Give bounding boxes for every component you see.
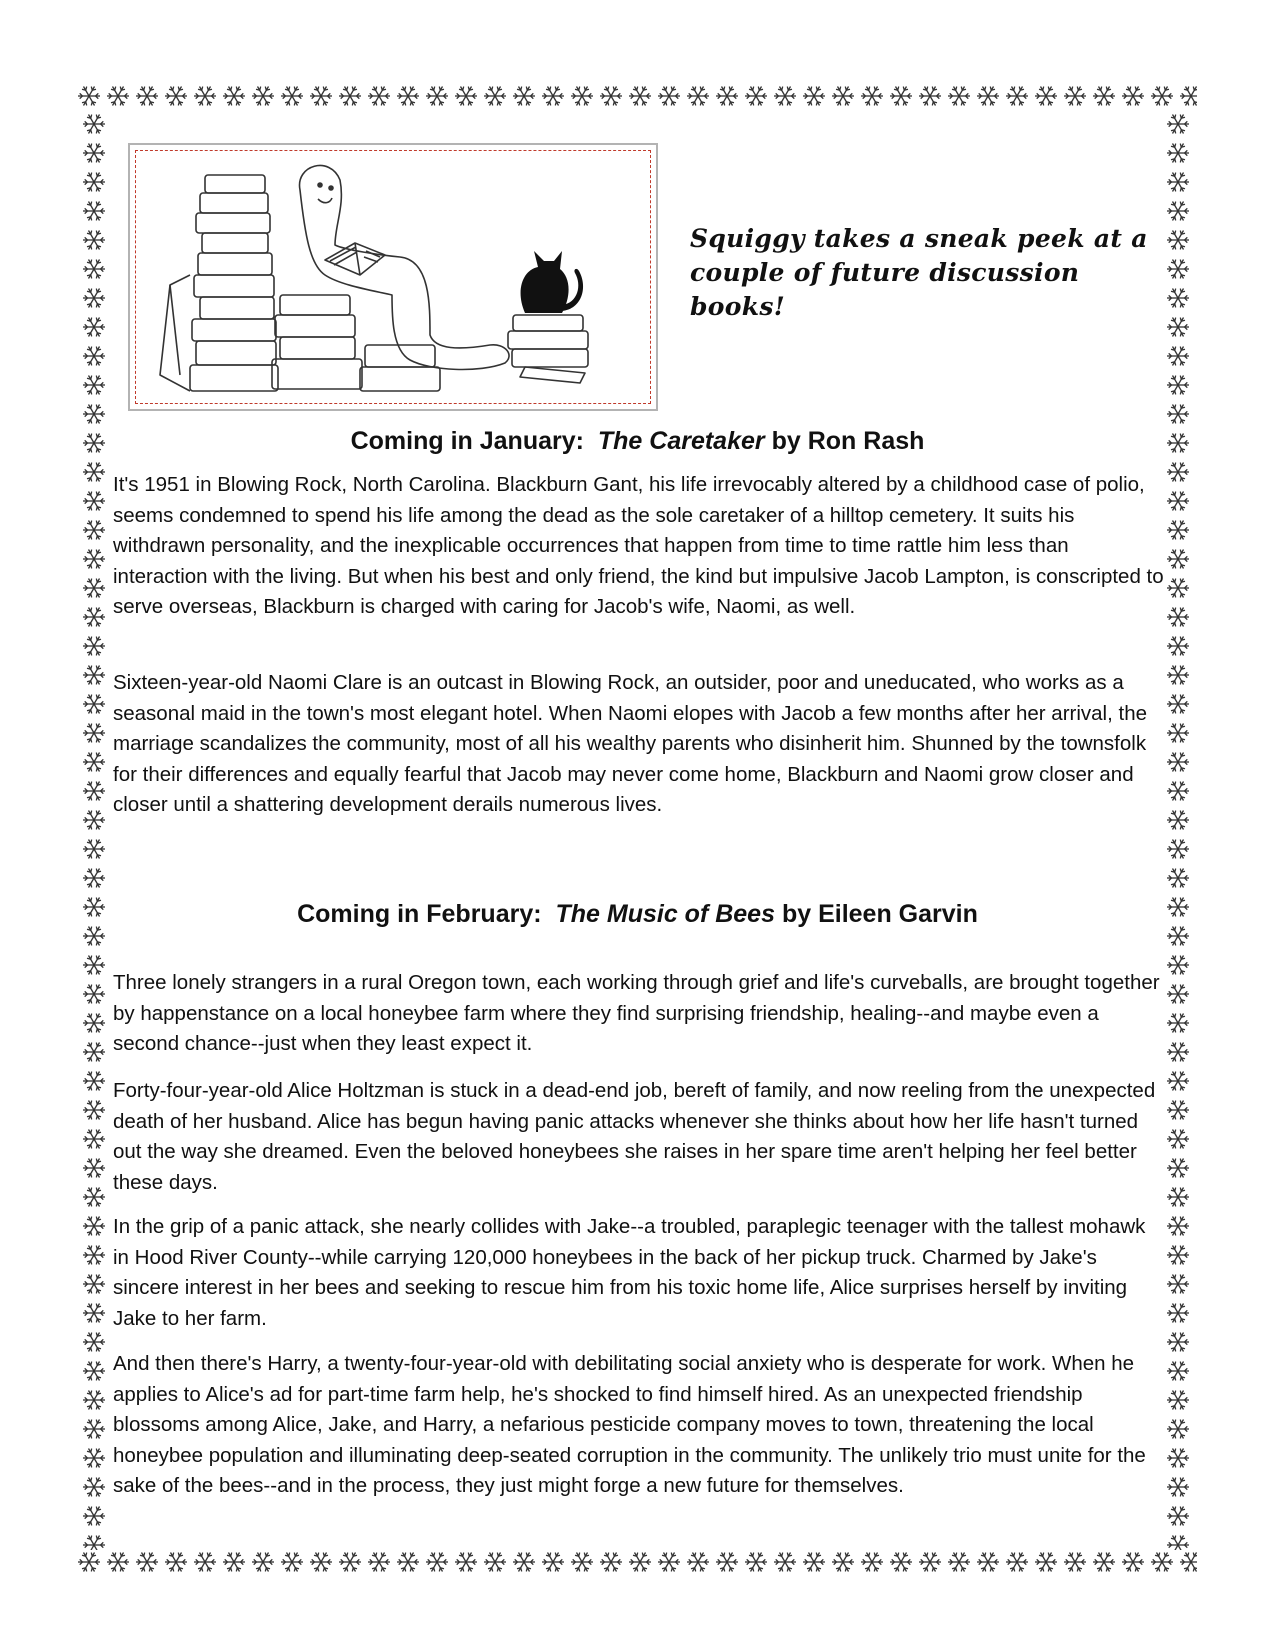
snowflake-icon (658, 87, 680, 106)
snowflake-icon (948, 1553, 970, 1572)
snowflake-icon (1151, 87, 1173, 106)
snowflake-icon (1167, 985, 1189, 1004)
snowflake-icon (397, 1553, 419, 1572)
snowflake-icon (83, 753, 105, 772)
snowflake-icon (83, 115, 105, 134)
february-heading (110, 898, 1165, 930)
january-prefix: Coming in January: (350, 427, 584, 455)
snowflake-icon (1167, 231, 1189, 250)
snowflake-icon (1151, 1553, 1173, 1572)
snowflake-icon (977, 1553, 999, 1572)
snowflake-icon (83, 840, 105, 859)
snowflake-icon (455, 87, 477, 106)
snowflake-icon (1167, 521, 1189, 540)
snowflake-icon (1180, 1553, 1197, 1572)
snowflake-icon (890, 87, 912, 106)
snowflake-border-right (1164, 110, 1192, 1550)
snowflake-icon (513, 1553, 535, 1572)
snowflake-icon (1035, 87, 1057, 106)
snowflake-icon (600, 87, 622, 106)
snowflake-icon (919, 1553, 941, 1572)
snowflake-icon (83, 405, 105, 424)
snowflake-icon (83, 173, 105, 192)
february-prefix: Coming in February: (297, 900, 542, 928)
snowflake-icon (1167, 1536, 1189, 1551)
snowflake-icon (1167, 1014, 1189, 1033)
snowflake-icon (484, 1553, 506, 1572)
snowflake-icon (83, 202, 105, 221)
snowflake-icon (78, 87, 100, 106)
snowflake-icon (107, 1553, 129, 1572)
snowflake-icon (83, 1043, 105, 1062)
snowflake-icon (1167, 1420, 1189, 1439)
snowflake-icon (1167, 1304, 1189, 1323)
january-book-title: The Caretaker (597, 427, 765, 455)
snowflake-icon (1167, 1188, 1189, 1207)
february-author: Eileen Garvin (818, 900, 978, 928)
january-paragraph: Sixteen-year-old Naomi Clare is an outcast in Blowing Rock, an outsider, poor and uneducated, who works as a seasonal maid in the town's most elegant hotel. When Naomi elopes with Jacob a few months after her arrival, the marriage scandalizes the community, most of all his wealthy parents who disinherit him. Shunned by the townsfolk for their differences and equally fearful that Jacob may never come home, Blackburn and Naomi grow closer and closer until a shattering development derails numerous lives. (113, 671, 1147, 816)
snowflake-icon (1167, 927, 1189, 946)
snowflake-icon (83, 956, 105, 975)
snowflake-icon (716, 87, 738, 106)
snowflake-icon (1064, 87, 1086, 106)
ghost-reading-icon (130, 145, 660, 413)
snowflake-icon (83, 1536, 105, 1551)
snowflake-icon (832, 1553, 854, 1572)
february-book-title: The Music of Bees (555, 900, 775, 928)
snowflake-icon (83, 927, 105, 946)
snowflake-border-bottom (75, 1548, 1197, 1576)
squiggy-illustration (128, 143, 658, 411)
snowflake-border-top (75, 82, 1197, 110)
book-stack-icon (160, 175, 278, 391)
snowflake-icon (83, 1246, 105, 1265)
snowflake-icon (78, 1553, 100, 1572)
snowflake-icon (397, 87, 419, 106)
snowflake-icon (83, 782, 105, 801)
snowflake-icon (1167, 1275, 1189, 1294)
snowflake-icon (83, 724, 105, 743)
february-paragraph: In the grip of a panic attack, she nearly collides with Jake--a troubled, paraplegic teenager with the tallest mohawk in Hood River County--while carrying 120,000 honeybees in the back of her pickup truck. Charmed by Jake's sincere interest in her bees and seeking to rescue him from his toxic home life, Alice surprises herself by inviting Jake to her farm. (113, 1215, 1146, 1330)
snowflake-icon (1093, 87, 1115, 106)
snowflake-icon (1167, 1072, 1189, 1091)
snowflake-icon (1122, 87, 1144, 106)
snowflake-icon (1167, 173, 1189, 192)
snowflake-icon (368, 1553, 390, 1572)
snowflake-icon (1167, 1333, 1189, 1352)
january-author: Ron Rash (807, 427, 925, 455)
snowflake-icon (83, 1362, 105, 1381)
snowflake-icon (83, 376, 105, 395)
snowflake-icon (1167, 1449, 1189, 1468)
february-paragraph: And then there's Harry, a twenty-four-year-old with debilitating social anxiety who is desperate for work. When he applies to Alice's ad for part-time farm help, he's shocked to find himself hired. As an unexpected friendship blossoms among Alice, Jake, and Harry, a nefarious pesticide company moves to town, threatening the local honeybee population and illuminating deep-seated corruption in the community. The unlikely trio must unite for the sake of the bees--and in the process, they just might forge a new future for themselves. (113, 1352, 1146, 1497)
snowflake-icon (1167, 405, 1189, 424)
january-heading (110, 425, 1165, 457)
illustration-caption: Squiggy takes a sneak peek at a couple of future discussion books! (690, 224, 1148, 321)
snowflake-icon (1167, 202, 1189, 221)
snowflake-icon (83, 666, 105, 685)
snowflake-icon (1167, 1159, 1189, 1178)
snowflake-icon (83, 521, 105, 540)
snowflake-icon (919, 87, 941, 106)
snowflake-icon (83, 492, 105, 511)
snowflake-icon (1180, 87, 1197, 106)
snowflake-icon (600, 1553, 622, 1572)
january-paragraph: It's 1951 in Blowing Rock, North Carolina. Blackburn Gant, his life irrevocably altered by a childhood case of polio, seems condemned to spend his life among the dead as the sole caretaker of a hilltop cemetery. It suits his withdrawn personality, and the inexplicable occurrences that happen from time to time rattle him less than interaction with the living. But when his best and only friend, the kind but impulsive Jacob Lampton, is conscripted to serve overseas, Blackburn is charged with caring for Jacob's wife, Naomi, as well. (113, 473, 1164, 618)
snowflake-icon (542, 1553, 564, 1572)
snowflake-icon (83, 898, 105, 917)
snowflake-icon (165, 1553, 187, 1572)
snowflake-icon (83, 1478, 105, 1497)
snowflake-icon (571, 87, 593, 106)
snowflake-icon (107, 87, 129, 106)
january-by: by (771, 427, 801, 455)
snowflake-icon (1006, 1553, 1028, 1572)
february-paragraph: Three lonely strangers in a rural Oregon town, each working through grief and life's curveballs, are brought together by happenstance on a local honeybee farm where they find surprising friendship, healing--and maybe even a second chance--just when they least expect it. (113, 971, 1160, 1055)
snowflake-icon (194, 87, 216, 106)
snowflake-icon (83, 1391, 105, 1410)
snowflake-icon (1167, 1362, 1189, 1381)
snowflake-icon (861, 87, 883, 106)
snowflake-icon (1167, 869, 1189, 888)
snowflake-icon (83, 869, 105, 888)
snowflake-icon (977, 87, 999, 106)
snowflake-icon (83, 579, 105, 598)
snowflake-icon (890, 1553, 912, 1572)
snowflake-icon (83, 1333, 105, 1352)
snowflake-icon (687, 1553, 709, 1572)
snowflake-icon (1167, 811, 1189, 830)
snowflake-icon (281, 1553, 303, 1572)
snowflake-icon (1167, 318, 1189, 337)
snowflake-icon (1167, 492, 1189, 511)
snowflake-icon (1167, 376, 1189, 395)
snowflake-icon (1167, 260, 1189, 279)
snowflake-icon (1167, 434, 1189, 453)
snowflake-icon (1167, 724, 1189, 743)
snowflake-icon (1167, 1391, 1189, 1410)
snowflake-icon (1167, 1043, 1189, 1062)
snowflake-icon (83, 811, 105, 830)
snowflake-icon (629, 1553, 651, 1572)
snowflake-icon (83, 289, 105, 308)
snowflake-icon (426, 87, 448, 106)
snowflake-icon (165, 87, 187, 106)
snowflake-icon (83, 608, 105, 627)
snowflake-icon (542, 87, 564, 106)
snowflake-icon (1167, 898, 1189, 917)
snowflake-icon (1167, 782, 1189, 801)
snowflake-icon (1167, 608, 1189, 627)
snowflake-icon (1167, 1130, 1189, 1149)
snowflake-icon (1167, 753, 1189, 772)
snowflake-icon (83, 695, 105, 714)
snowflake-icon (1093, 1553, 1115, 1572)
snowflake-icon (83, 1449, 105, 1468)
snowflake-icon (83, 1217, 105, 1236)
snowflake-icon (1167, 347, 1189, 366)
snowflake-icon (252, 1553, 274, 1572)
snowflake-icon (83, 347, 105, 366)
snowflake-icon (513, 87, 535, 106)
snowflake-icon (1167, 956, 1189, 975)
snowflake-icon (1167, 637, 1189, 656)
snowflake-icon (1167, 579, 1189, 598)
snowflake-icon (83, 260, 105, 279)
snowflake-icon (774, 1553, 796, 1572)
snowflake-icon (1167, 463, 1189, 482)
snowflake-icon (83, 1159, 105, 1178)
snowflake-icon (455, 1553, 477, 1572)
snowflake-icon (83, 1188, 105, 1207)
snowflake-icon (1122, 1553, 1144, 1572)
snowflake-icon (1167, 1217, 1189, 1236)
snowflake-icon (1167, 289, 1189, 308)
snowflake-icon (83, 637, 105, 656)
snowflake-icon (83, 985, 105, 1004)
snowflake-icon (948, 87, 970, 106)
snowflake-icon (1064, 1553, 1086, 1572)
snowflake-icon (832, 87, 854, 106)
snowflake-icon (774, 87, 796, 106)
snowflake-icon (223, 1553, 245, 1572)
snowflake-icon (136, 87, 158, 106)
snowflake-icon (83, 1275, 105, 1294)
snowflake-icon (1167, 550, 1189, 569)
snowflake-icon (745, 87, 767, 106)
snowflake-icon (803, 87, 825, 106)
snowflake-icon (83, 1130, 105, 1149)
snowflake-icon (83, 1507, 105, 1526)
snowflake-icon (339, 1553, 361, 1572)
snowflake-icon (687, 87, 709, 106)
snowflake-icon (1167, 840, 1189, 859)
snowflake-icon (252, 87, 274, 106)
february-paragraph: Forty-four-year-old Alice Holtzman is stuck in a dead-end job, bereft of family, and now reeling from the unexpected death of her husband. Alice has begun having panic attacks whenever she thinks about how her life hasn't turned out the way she dreamed. Even the beloved honeybees she raises in her spare time aren't helping her feel better these days. (113, 1079, 1156, 1194)
snowflake-icon (194, 1553, 216, 1572)
black-cat-icon (521, 251, 584, 313)
snowflake-icon (803, 1553, 825, 1572)
snowflake-icon (658, 1553, 680, 1572)
snowflake-icon (716, 1553, 738, 1572)
snowflake-icon (1167, 144, 1189, 163)
february-by: by (781, 900, 812, 928)
snowflake-icon (310, 87, 332, 106)
snowflake-icon (83, 550, 105, 569)
snowflake-icon (1167, 695, 1189, 714)
snowflake-icon (368, 87, 390, 106)
snowflake-icon (83, 231, 105, 250)
snowflake-icon (83, 1420, 105, 1439)
snowflake-icon (745, 1553, 767, 1572)
snowflake-icon (339, 87, 361, 106)
snowflake-icon (83, 1304, 105, 1323)
snowflake-icon (83, 1072, 105, 1091)
snowflake-icon (1167, 1101, 1189, 1120)
snowflake-icon (281, 87, 303, 106)
snowflake-icon (83, 1101, 105, 1120)
snowflake-icon (1167, 1478, 1189, 1497)
snowflake-icon (484, 87, 506, 106)
snowflake-icon (861, 1553, 883, 1572)
snowflake-icon (136, 1553, 158, 1572)
snowflake-icon (1167, 1507, 1189, 1526)
snowflake-icon (426, 1553, 448, 1572)
snowflake-icon (1035, 1553, 1057, 1572)
snowflake-icon (83, 434, 105, 453)
snowflake-icon (223, 87, 245, 106)
snowflake-icon (83, 144, 105, 163)
snowflake-icon (83, 463, 105, 482)
snowflake-icon (310, 1553, 332, 1572)
snowflake-icon (1167, 666, 1189, 685)
snowflake-icon (629, 87, 651, 106)
snowflake-border-left (80, 110, 108, 1550)
snowflake-icon (571, 1553, 593, 1572)
snowflake-icon (1167, 115, 1189, 134)
snowflake-icon (1006, 87, 1028, 106)
snowflake-icon (1167, 1246, 1189, 1265)
snowflake-icon (83, 318, 105, 337)
snowflake-icon (83, 1014, 105, 1033)
